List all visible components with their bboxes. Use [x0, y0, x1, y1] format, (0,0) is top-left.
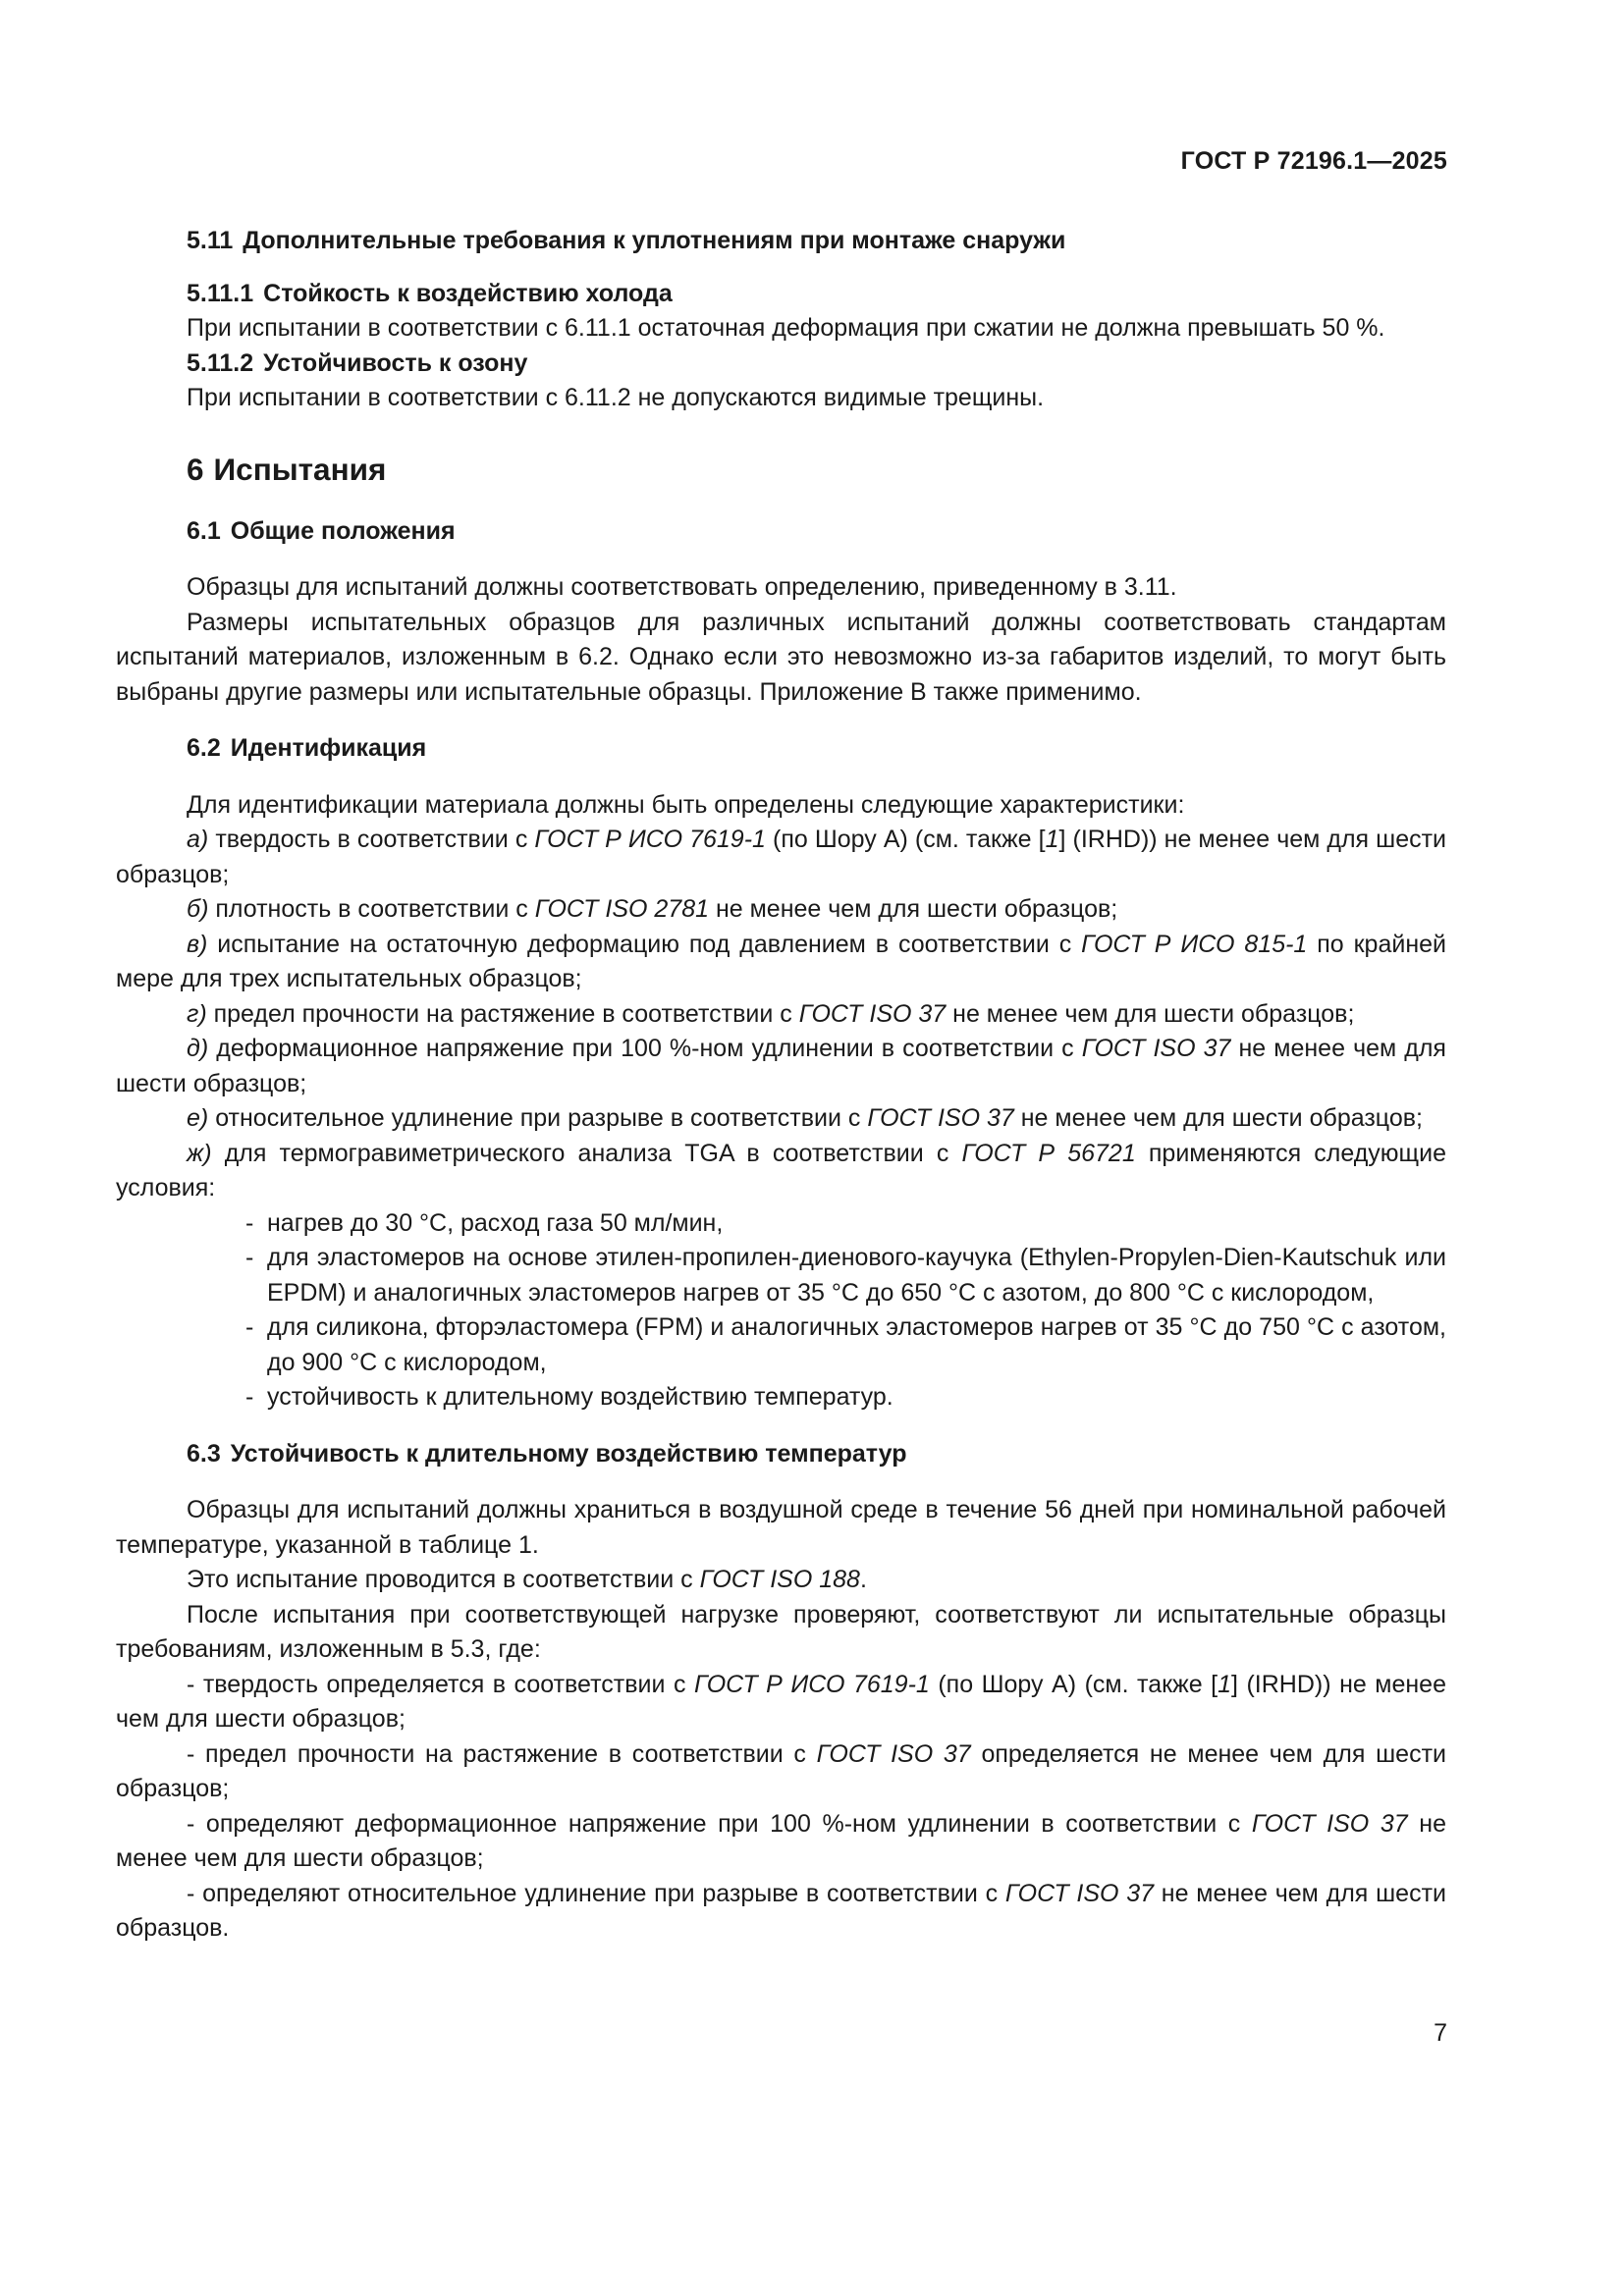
- list-item-a: [116, 823, 1446, 892]
- text: не менее чем для шести образцов;: [116, 1809, 1446, 1872]
- text: предел прочности на растяжение в соответствии с: [213, 999, 792, 1028]
- standard-reference: ГОСТ Р 56721: [961, 1139, 1136, 1167]
- text: по крайней мере для трех испытательных образцов;: [116, 930, 1447, 992]
- text: - определяют деформационное напряжение при 100 %-ном удлинении в соответствии с: [187, 1809, 1241, 1838]
- list-label: ж): [187, 1139, 212, 1167]
- list-item-e: [116, 1101, 1446, 1137]
- list-dash: -: [245, 1208, 254, 1237]
- text: не менее чем для шести образцов;: [1020, 1104, 1423, 1132]
- section-number: 5.11.1: [187, 279, 254, 307]
- standard-header: ГОСТ Р 72196.1—2025: [1180, 147, 1447, 175]
- list-label: б): [187, 895, 209, 923]
- paragraph: Размеры испытательных образцов для различных испытаний должны соответствовать стандартам испытаний материалов, изложенным в 6.2. Однако если это невозможно из-за габаритов изделий, то могут быть выбраны другие размеры или испытательные образцы. Приложение В также применимо.: [116, 608, 1446, 706]
- standard-reference: ГОСТ ISO 37: [816, 1739, 971, 1768]
- standard-reference: ГОСТ ISO 37: [867, 1104, 1014, 1132]
- list-label: д): [187, 1035, 209, 1062]
- section-number: 6.1: [187, 516, 221, 545]
- standard-reference: ГОСТ ISO 188: [699, 1566, 860, 1593]
- text: нагрев до 30 °С, расход газа 50 мл/мин,: [267, 1208, 724, 1237]
- text: относительное удлинение при разрыве в соответствии с: [215, 1104, 861, 1132]
- list-dash: -: [245, 1383, 254, 1411]
- section-title: Устойчивость к озону: [263, 348, 528, 377]
- section-number: 6: [187, 451, 204, 487]
- paragraph: Образцы для испытаний должны храниться в воздушной среде в течение 56 дней при номинальной рабочей температуре, указанной в таблице 1.: [116, 1496, 1446, 1559]
- page-content: [116, 224, 1446, 1947]
- text: не менее чем для шести образцов;: [116, 1035, 1446, 1097]
- paragraph: [116, 1563, 1446, 1598]
- bibliography-reference: 1: [1045, 826, 1059, 853]
- paragraph: При испытании в соответствии с 6.11.1 остаточная деформация при сжатии не должна превышать 50 %.: [187, 314, 1385, 342]
- text: не менее чем для шести образцов.: [116, 1879, 1446, 1942]
- text: применяются следующие условия:: [116, 1139, 1446, 1201]
- section-title: Дополнительные требования к уплотнениям при монтаже снаружи: [243, 227, 1066, 254]
- section-heading-5-11: [116, 224, 1446, 259]
- standard-reference: ГОСТ ISO 37: [1004, 1879, 1155, 1907]
- text: - предел прочности на растяжение в соответствии с: [187, 1739, 806, 1768]
- page-number: 7: [1434, 2019, 1447, 2047]
- bibliography-reference: 1: [1218, 1670, 1232, 1698]
- list-item: [116, 1877, 1446, 1947]
- list-label: в): [187, 930, 208, 958]
- list-dash: -: [245, 1244, 254, 1271]
- list-item-v: [116, 928, 1446, 997]
- text: определяется не менее чем для шести образцов;: [116, 1739, 1446, 1802]
- standard-reference: ГОСТ ISO 37: [1081, 1035, 1231, 1062]
- section-heading-6: [116, 450, 1446, 489]
- text: - твердость определяется в соответствии с: [187, 1670, 686, 1698]
- text: Это испытание проводится в соответствии с: [187, 1566, 693, 1593]
- section-number: 5.11.2: [187, 348, 254, 377]
- standard-reference: ГОСТ Р ИСО 815-1: [1081, 930, 1308, 958]
- section-number: 6.2: [187, 734, 221, 762]
- text: для эластомеров на основе этилен-пропилен-диенового-каучука (Ethylen-Propylen-Dien-Kautschuk или EPDM) и аналогичных эластомеров нагрев от 35 °С до 650 °С с азотом, до 800 °С с кислородом,: [267, 1244, 1446, 1307]
- text: (по Шору А) (см. также [: [773, 826, 1046, 853]
- section-heading-6-3: [116, 1437, 1446, 1472]
- list-item-g: [116, 997, 1446, 1033]
- text: ] (IRHD)) не менее чем для шести образцов;: [116, 826, 1447, 888]
- text: .: [859, 1566, 867, 1593]
- sub-list-item: [116, 1310, 1446, 1380]
- section-title: Стойкость к воздействию холода: [263, 279, 673, 307]
- section-heading-6-2: [116, 731, 1446, 767]
- section-heading-6-1: [116, 514, 1446, 550]
- section-title: Идентификация: [230, 734, 427, 762]
- standard-reference: ГОСТ ISO 37: [1251, 1809, 1408, 1838]
- section-heading-5-11-2: [116, 347, 1446, 382]
- list-label: е): [187, 1104, 209, 1132]
- standard-reference: ГОСТ Р ИСО 7619-1: [534, 826, 766, 853]
- list-item-zh: [116, 1137, 1446, 1206]
- text: испытание на остаточную деформацию под давлением в соответствии с: [217, 930, 1072, 958]
- section-number: 5.11: [187, 227, 234, 254]
- standard-reference: ГОСТ ISO 37: [798, 999, 947, 1028]
- paragraph: После испытания при соответствующей нагрузке проверяют, соответствуют ли испытательные образцы требованиям, изложенным в 5.3, где:: [116, 1600, 1446, 1663]
- section-heading-5-11-1: [116, 277, 1446, 312]
- text: для силикона, фторэластомера (FPM) и аналогичных эластомеров нагрев от 35 °С до 750 °С с азотом, до 900 °С с кислородом,: [267, 1313, 1446, 1376]
- paragraph: При испытании в соответствии с 6.11.2 не допускаются видимые трещины.: [187, 384, 1045, 411]
- sub-list-item: [116, 1206, 1446, 1242]
- paragraph: Для идентификации материала должны быть определены следующие характеристики:: [187, 790, 1185, 819]
- text: (по Шору А) (см. также [: [938, 1670, 1218, 1698]
- section-title: Устойчивость к длительному воздействию температур: [230, 1439, 907, 1468]
- section-number: 6.3: [187, 1439, 221, 1468]
- list-item-d: [116, 1032, 1446, 1101]
- paragraph: Образцы для испытаний должны соответствовать определению, приведенному в 3.11.: [187, 573, 1177, 601]
- text: деформационное напряжение при 100 %-ном удлинении в соответствии с: [216, 1035, 1074, 1062]
- section-title: Испытания: [213, 451, 387, 487]
- sub-list-item: [116, 1241, 1446, 1310]
- standard-reference: ГОСТ ISO 2781: [534, 895, 710, 923]
- list-item: [116, 1737, 1446, 1807]
- text: не менее чем для шести образцов;: [715, 895, 1118, 923]
- text: - определяют относительное удлинение при разрыве в соответствии с: [187, 1879, 999, 1907]
- standard-reference: ГОСТ Р ИСО 7619-1: [693, 1670, 930, 1698]
- list-label: а): [187, 826, 209, 853]
- sub-list-item: [116, 1380, 1446, 1415]
- list-dash: -: [245, 1313, 254, 1341]
- text: ] (IRHD)) не менее чем для шести образцов;: [116, 1670, 1446, 1733]
- text: твердость в соответствии с: [215, 826, 528, 853]
- text: плотность в соответствии с: [215, 895, 528, 923]
- text: устойчивость к длительному воздействию температур.: [267, 1383, 893, 1411]
- text: не менее чем для шести образцов;: [952, 999, 1355, 1028]
- list-label: г): [187, 999, 207, 1028]
- list-item: [116, 1668, 1446, 1737]
- list-item: [116, 1807, 1446, 1877]
- section-title: Общие положения: [230, 516, 456, 545]
- list-item-b: [116, 892, 1446, 928]
- text: для термогравиметрического анализа TGA в соответствии с: [224, 1139, 949, 1167]
